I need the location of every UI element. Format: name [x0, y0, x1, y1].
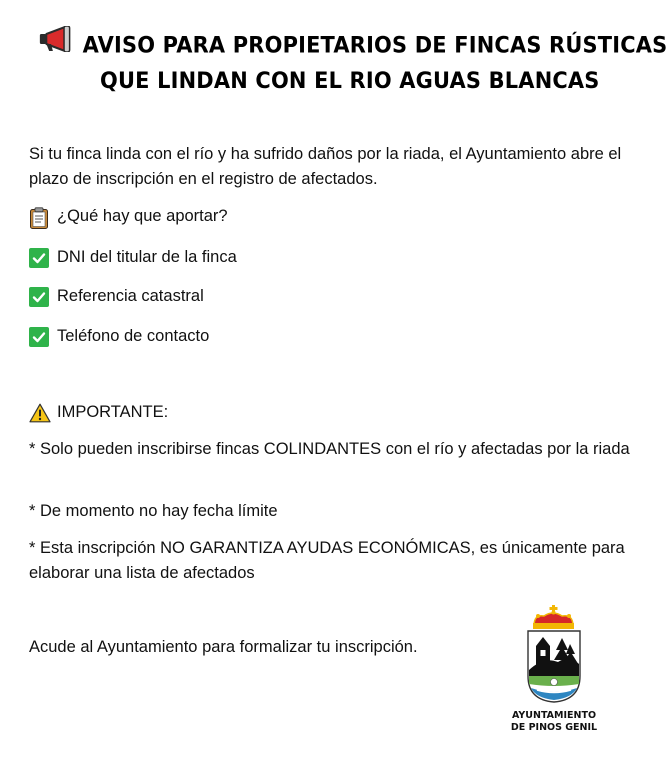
requirements-heading — [29, 204, 228, 229]
requirement-item — [29, 324, 209, 349]
clipboard-icon — [29, 207, 49, 227]
municipal-coat-of-arms — [504, 604, 604, 733]
important-note: * Esta inscripción NO GARANTIZA AYUDAS ECONÓMICAS, es únicamente para elaborar una lista de afectados — [29, 539, 625, 582]
check-mark-icon — [29, 287, 49, 307]
coat-of-arms-icon — [504, 604, 604, 708]
intro-paragraph: Si tu finca linda con el río y ha sufrido daños por la riada, el Ayuntamiento abre el plazo de inscripción en el registro de afectados. — [29, 145, 622, 188]
check-mark-icon — [29, 248, 49, 268]
requirement-text: DNI del titular de la finca — [57, 248, 237, 266]
logo-caption-line-2: DE PINOS GENIL — [510, 722, 598, 733]
warning-icon — [29, 403, 49, 423]
closing-text: Acude al Ayuntamiento para formalizar tu inscripción. — [29, 638, 418, 656]
check-mark-icon — [29, 327, 49, 347]
logo-caption — [504, 710, 604, 734]
title-line-1 — [38, 28, 667, 64]
requirements-heading-text: ¿Qué hay que aportar? — [57, 207, 228, 225]
logo-caption-line-1: AYUNTAMIENTO — [511, 710, 597, 721]
megaphone-icon — [38, 26, 71, 62]
title-text-1: AVISO PARA PROPIETARIOS DE FINCAS RÚSTICAS — [82, 32, 668, 59]
requirement-item — [29, 284, 204, 309]
requirement-text: Teléfono de contacto — [57, 327, 210, 345]
requirement-item — [29, 245, 237, 270]
important-note: * De momento no hay fecha límite — [29, 502, 278, 520]
requirement-text: Referencia catastral — [57, 287, 204, 305]
title-line-2: QUE LINDAN CON EL RIO AGUAS BLANCAS — [100, 68, 600, 94]
important-heading-text: IMPORTANTE: — [57, 403, 169, 421]
important-heading — [29, 400, 168, 425]
important-note: * Solo pueden inscribirse fincas COLINDANTES con el río y afectadas por la riada — [29, 440, 630, 458]
